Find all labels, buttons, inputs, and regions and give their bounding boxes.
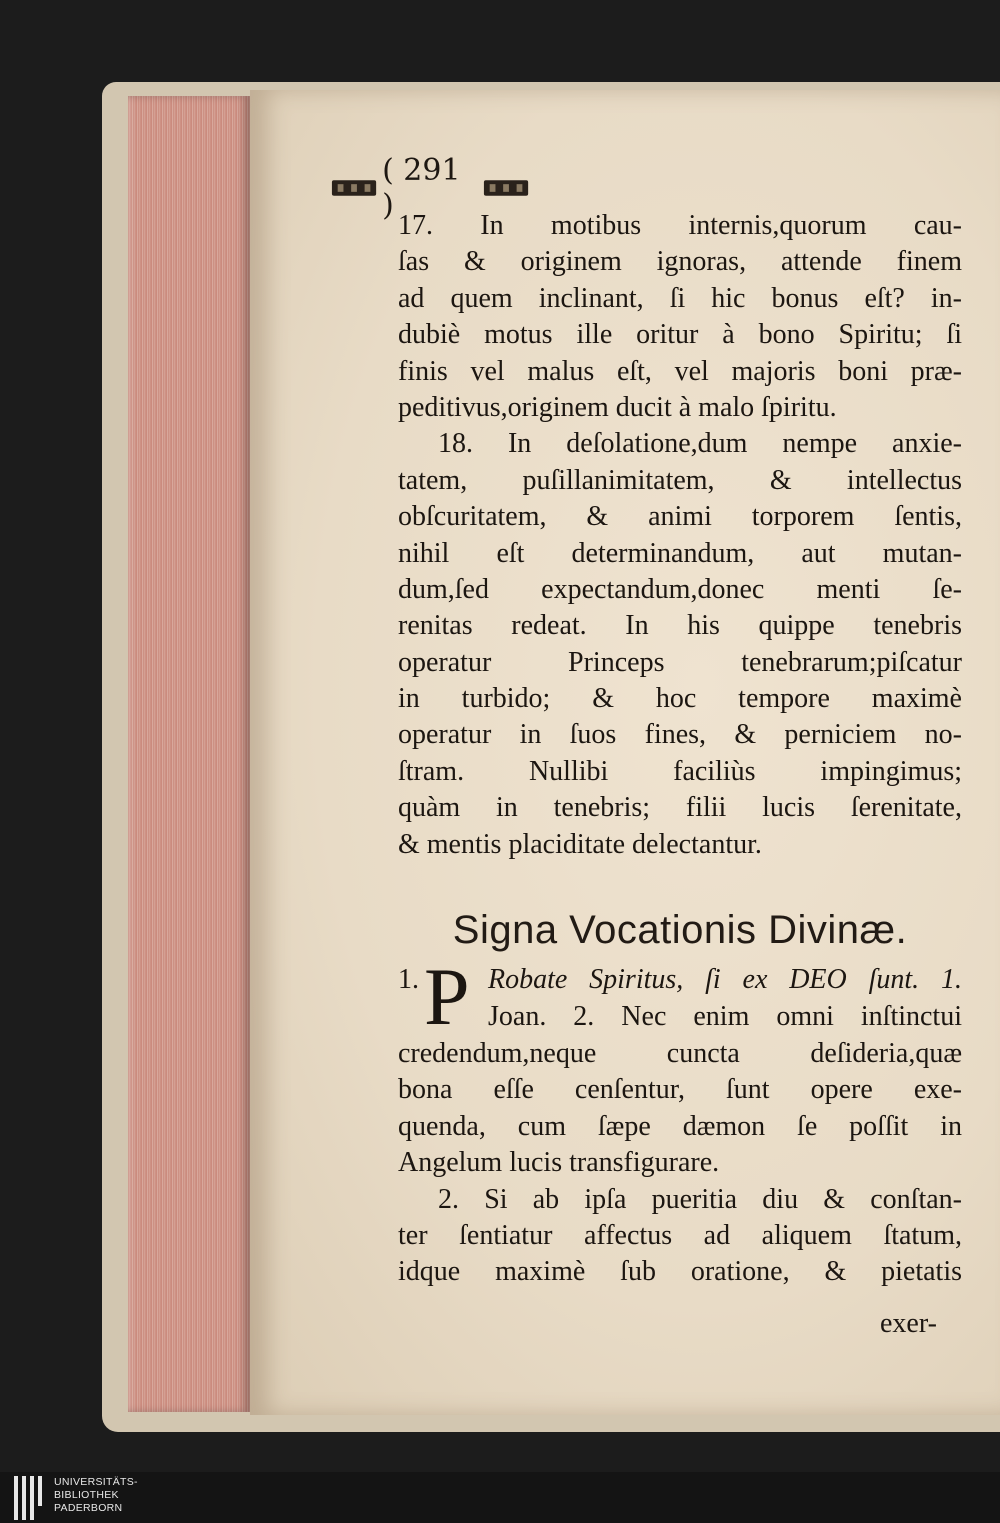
text-line: ad quem inclinant, ſi hic bonus eſt? in- (398, 282, 962, 314)
library-name-line: UNIVERSITÄTS- (54, 1476, 138, 1488)
text-line: & mentis placiditate delectantur. (398, 828, 762, 860)
text-line: quenda, cum ſæpe dæmon ſe poſſit in (398, 1110, 962, 1142)
text-line: operatur in ſuos fines, & perniciem no- (398, 719, 962, 751)
text-line: ter ſentiatur affectus ad aliquem ſtatum, (398, 1219, 962, 1251)
text-line: obſcuritatem, & animi torporem ſentis, (398, 501, 962, 533)
text-line: ſas & originem ignoras, attende finem (398, 246, 962, 278)
text-line: renitas redeat. In his quippe tenebris (398, 610, 962, 642)
text-line: idque maximè ſub oratione, & pietatis (398, 1256, 962, 1288)
text-line: finis vel malus eſt, vel majoris boni præ- (398, 355, 962, 387)
library-name-line: PADERBORN (54, 1502, 123, 1514)
text-line: quàm in tenebris; filii lucis ſerenitate, (398, 792, 962, 824)
text-line: in turbido; & hoc tempore maximè (398, 683, 962, 715)
library-footer (0, 1472, 1000, 1523)
ornament-right-icon (482, 177, 530, 199)
dropcap-paragraph (398, 951, 962, 1042)
text-line: Robate Spiritus, ſi ex DEO ſunt. 1. (488, 964, 962, 995)
page-number: ( 291 ) (382, 153, 461, 223)
text-line: nihil eſt determinandum, aut mutan- (398, 537, 962, 569)
page-header (330, 153, 530, 223)
library-name-line: BIBLIOTHEK (54, 1489, 119, 1501)
text-line: Angelum lucis transfigurare. (398, 1147, 720, 1179)
library-logo-icon (14, 1476, 48, 1520)
text-line: dubiè motus ille oritur à bono Spiritu; ſi (398, 319, 962, 351)
text-line: 2. Si ab ipſa pueritia diu & conſtan- (438, 1183, 962, 1215)
text-line: Joan. 2. Nec enim omni inſtinctui (488, 1001, 962, 1032)
text-line: tatem, puſillanimitatem, & intellectus (398, 464, 962, 496)
section-heading: Signa Vocationis Divinæ. (452, 908, 908, 952)
text-line: peditivus,originem ducit à malo ſpiritu. (398, 391, 837, 423)
text-line: 17. In motibus internis,quorum cau- (398, 210, 962, 241)
page-edges (128, 96, 250, 1412)
ornament-left-icon (330, 177, 378, 199)
text-line: credendum,neque cuncta deſideria,quæ (398, 1038, 962, 1069)
library-name (54, 1476, 138, 1515)
drop-cap: P (424, 951, 470, 1042)
text-line: operatur Princeps tenebrarum;piſcatur (398, 646, 962, 678)
text-line: ſtram. Nullibi faciliùs impingimus; (398, 755, 962, 787)
text-line: 18. In deſolatione,dum nempe anxie- (438, 428, 962, 460)
text-line: dum,ſed expectandum,donec menti ſe- (398, 573, 962, 605)
signs-section (398, 951, 962, 1291)
main-text (398, 208, 962, 863)
sign-number: 1. (398, 964, 419, 995)
text-line: bona eſſe cenſentur, ſunt opere exe- (398, 1074, 962, 1106)
catchword: exer- (880, 1308, 937, 1339)
